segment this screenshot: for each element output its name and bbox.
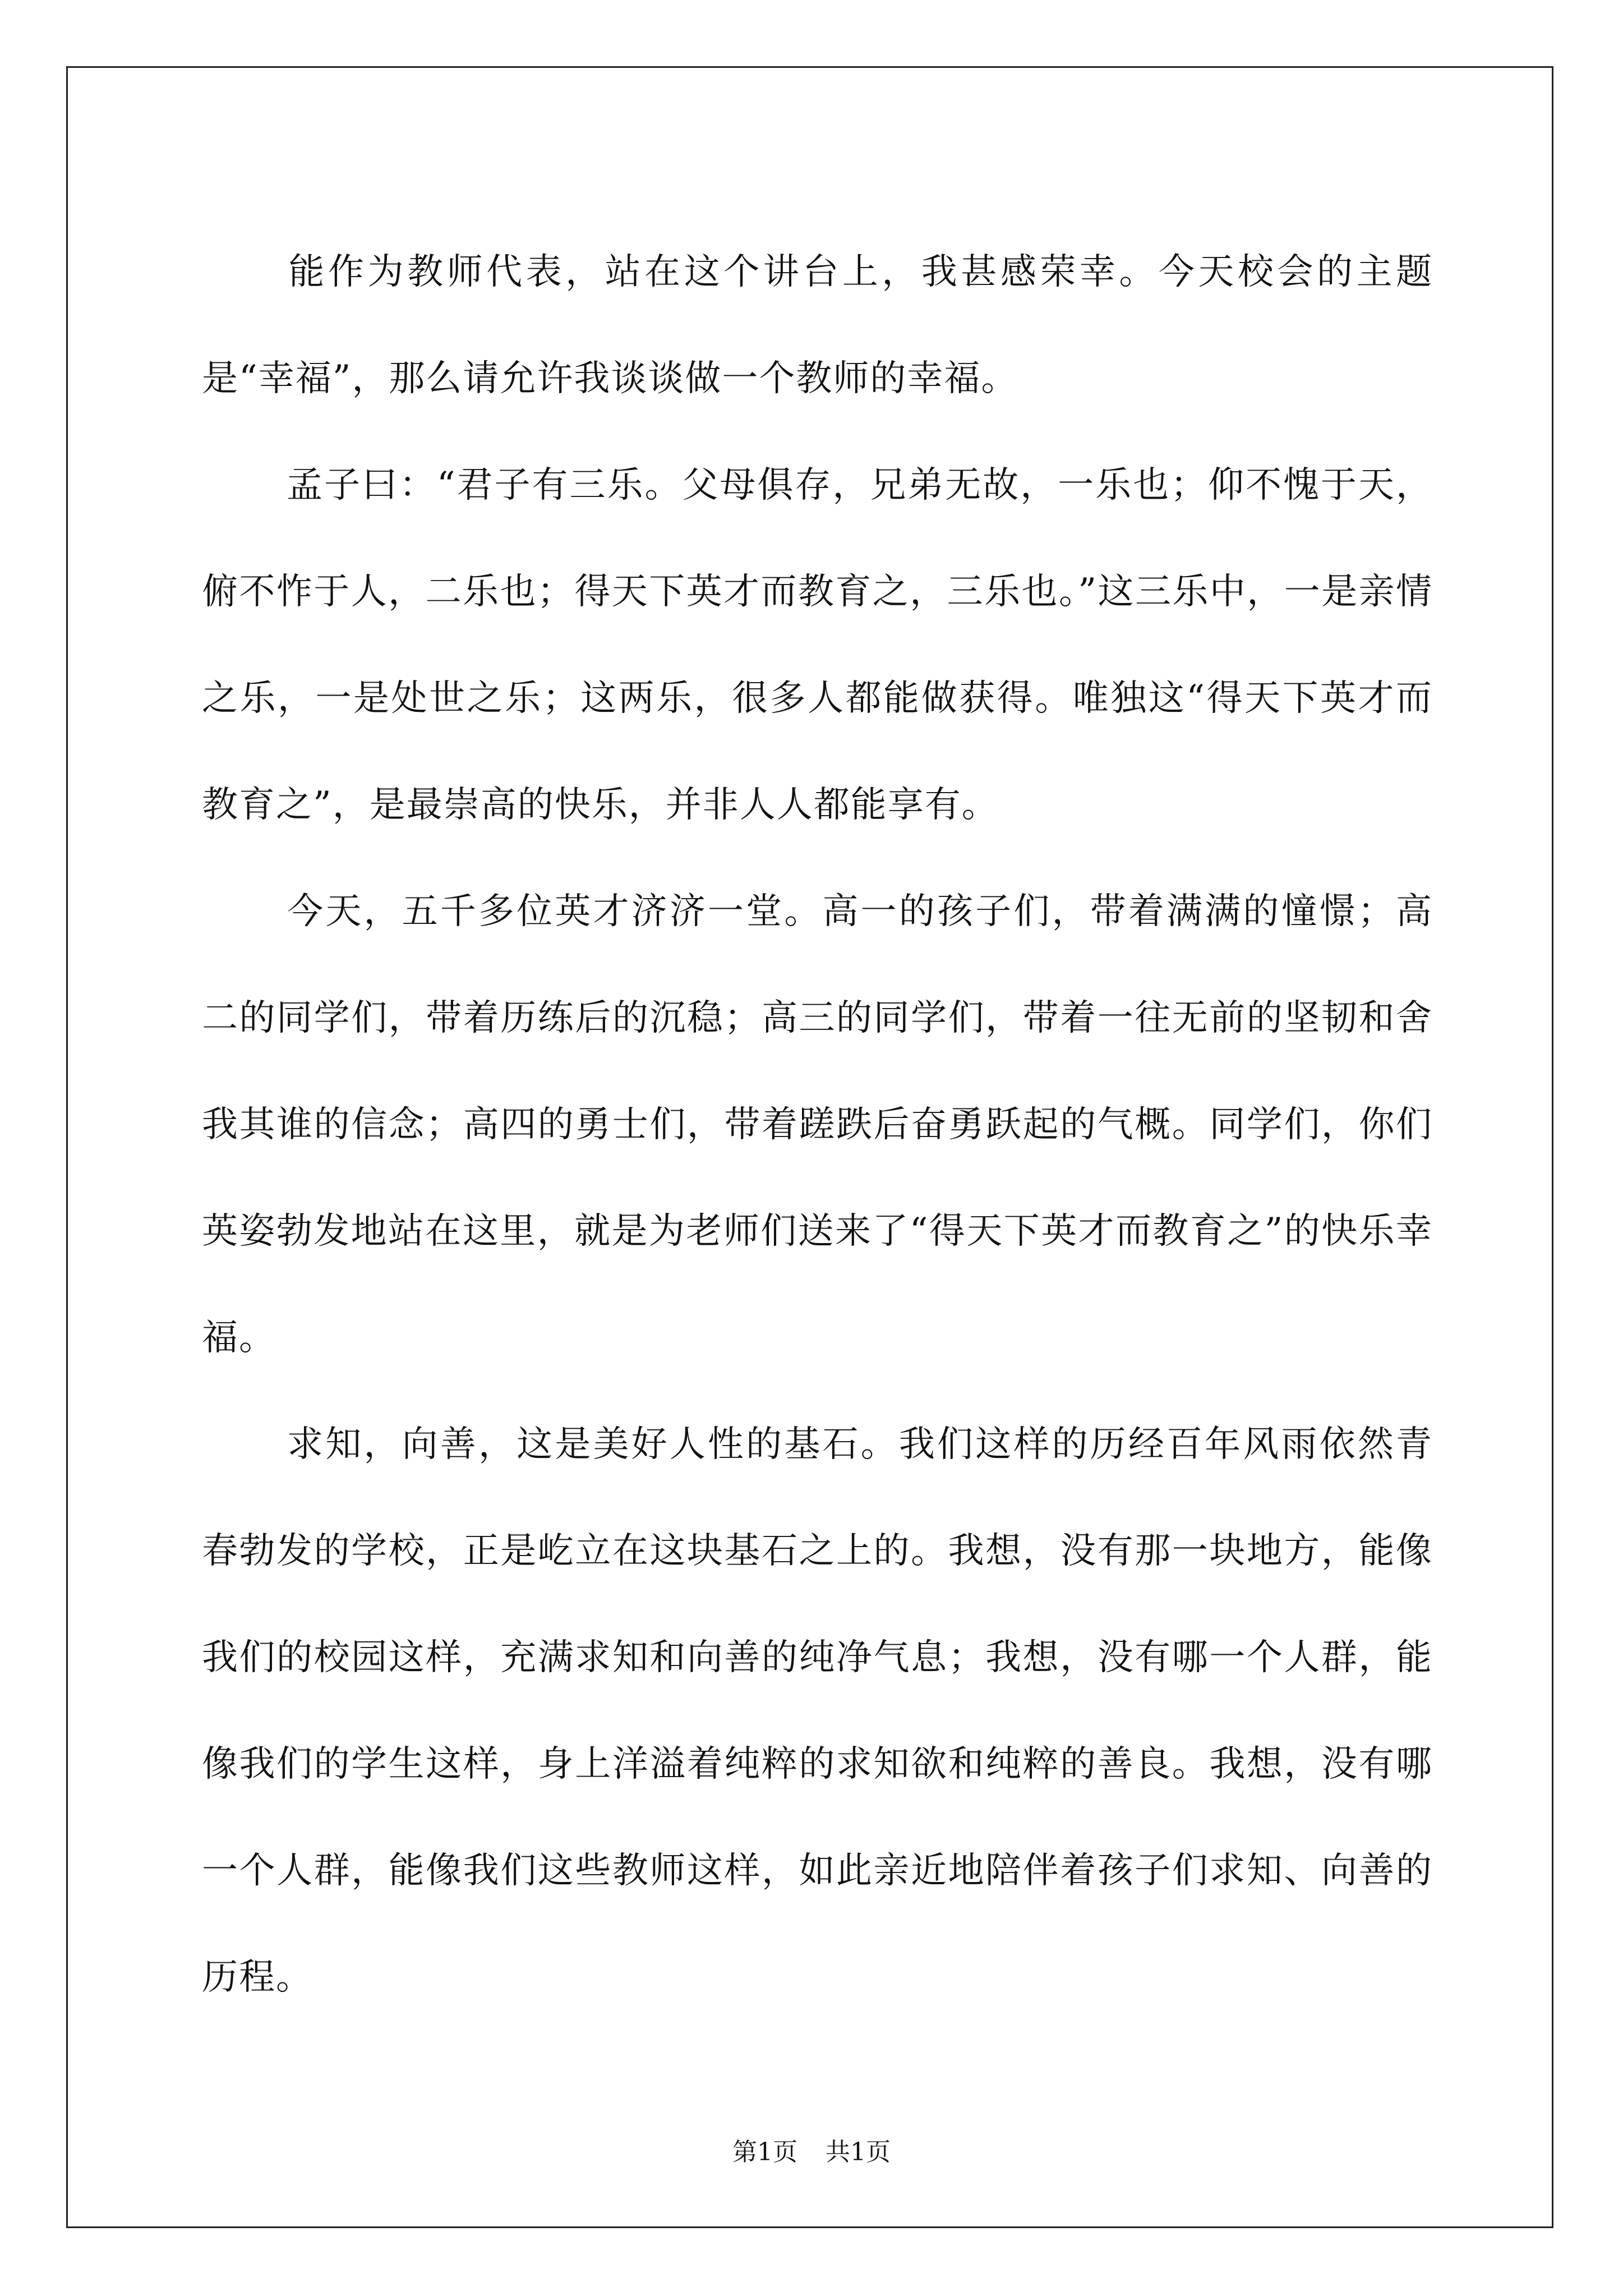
page-footer — [0, 2132, 1623, 2168]
paragraph-text: 求知，向善，这是美好人性的基石。我们这样的历经百年风雨依然青春勃发的学校，正是屹立在这块基石之上的。我想，没有那一块地方，能像我们的校园这样，充满求知和向善的纯净气息；我想，没有哪一个人群，能像我们的学生这样，身上洋溢着纯粹的求知欲和纯粹的善良。我想，没有哪一个人群，能像我们这些教师这样，如此亲近地陪伴着孩子们求知、向善的历程。 — [202, 1424, 1433, 1998]
paragraph-text: 孟子曰：“君子有三乐。父母俱存，兄弟无故，一乐也；仰不愧于天，俯不怍于人，二乐也；得天下英才而教育之，三乐也。”这三乐中，一是亲情之乐，一是处世之乐；这两乐，很多人都能做获得。唯独这“得天下英才而教育之”，是最崇高的快乐，并非人人都能享有。 — [202, 464, 1433, 826]
paragraph-text: 今天，五千多位英才济济一堂。高一的孩子们，带着满满的憧憬；高二的同学们，带着历练后的沉稳；高三的同学们，带着一往无前的坚韧和舍我其谁的信念；高四的勇士们，带着蹉跌后奋勇跃起的气概。同学们，你们英姿勃发地站在这里，就是为老师们送来了“得天下英才而教育之”的快乐幸福。 — [202, 891, 1433, 1359]
page-number: 第1页 — [732, 2138, 797, 2166]
paragraph-text: 能作为教师代表，站在这个讲台上，我甚感荣幸。今天校会的主题是“幸福”，那么请允许我谈谈做一个教师的幸福。 — [202, 251, 1433, 399]
paragraph-1 — [202, 219, 1433, 432]
page-total: 共1页 — [826, 2138, 891, 2166]
document-body — [202, 219, 1433, 2031]
paragraph-4 — [202, 1391, 1433, 2031]
paragraph-3 — [202, 858, 1433, 1391]
paragraph-2 — [202, 432, 1433, 858]
